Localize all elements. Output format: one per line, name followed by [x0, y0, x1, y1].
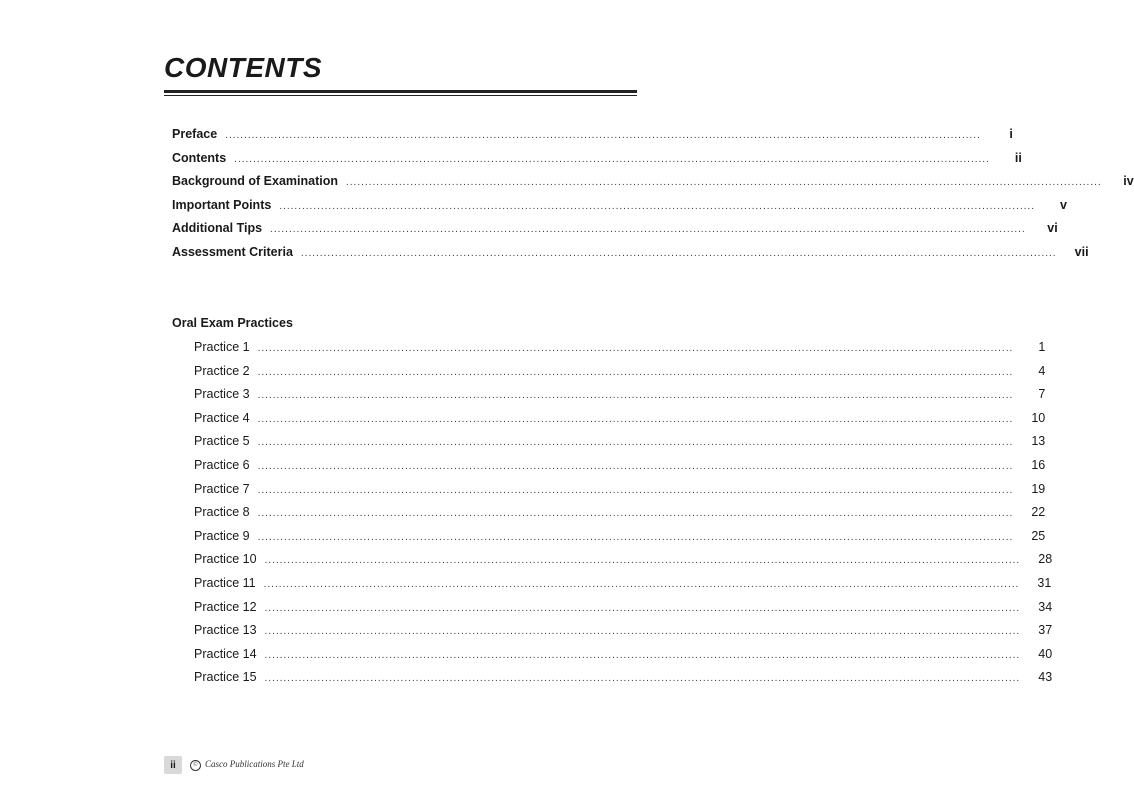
toc-entry[interactable] [172, 219, 1058, 237]
toc-entry-page: vi [1047, 221, 1058, 236]
toc-entry-label: Practice 9 [194, 528, 250, 543]
title-rule-thick [164, 90, 637, 93]
toc-dot-leader: ........................................................................................................................................................................................................ [234, 153, 990, 165]
toc-entry[interactable] [194, 645, 1053, 663]
toc-entry-page: v [1060, 197, 1067, 212]
toc-entry-page: 10 [1031, 410, 1046, 425]
toc-entry-page: 19 [1031, 481, 1046, 496]
toc-entry[interactable] [172, 243, 1089, 261]
toc-dot-leader: ........................................................................................................................................................................................................ [257, 508, 1014, 520]
toc-entry-page: 34 [1038, 599, 1053, 614]
toc-entry-page: 31 [1037, 576, 1052, 590]
toc-dot-leader: ........................................................................................................................................................................................................ [300, 248, 1057, 259]
toc-entry-label: Practice 12 [194, 599, 257, 614]
toc-dot-leader: ........................................................................................................................................................................................................ [257, 413, 1014, 425]
toc-entry[interactable] [194, 598, 1053, 616]
toc-dot-leader: ........................................................................................................................................................................................................ [264, 602, 1021, 614]
toc-entry[interactable] [194, 480, 1046, 498]
toc-entry-label: Practice 8 [194, 505, 250, 520]
toc-entry-label: Practice 6 [194, 458, 250, 472]
toc-entry-page: 4 [1038, 363, 1046, 378]
toc-entry-label: Practice 13 [194, 623, 257, 638]
toc-entry-page: 22 [1031, 505, 1046, 520]
toc-dot-leader: ........................................................................................................................................................................................................ [264, 555, 1021, 567]
title-rule-thin [164, 95, 637, 96]
toc-entry-label: Practice 2 [194, 363, 250, 378]
toc-entry[interactable] [194, 503, 1046, 521]
toc-entry-page: 16 [1031, 458, 1046, 472]
section-heading: Oral Exam Practices [172, 316, 293, 330]
toc-entry-label: Contents [172, 150, 227, 165]
toc-entry-label: Background of Examination [172, 174, 338, 189]
copyright-icon: © [190, 760, 201, 771]
toc-entry-page: 13 [1031, 434, 1046, 449]
toc-entry-label: Practice 1 [194, 340, 250, 354]
toc-entry-page: 28 [1038, 552, 1053, 567]
toc-entry-label: Practice 3 [194, 387, 250, 402]
toc-entry[interactable] [194, 362, 1046, 380]
toc-entry-page: 7 [1038, 387, 1046, 402]
toc-entry[interactable] [172, 149, 1022, 167]
toc-entry[interactable] [194, 527, 1046, 545]
toc-entry[interactable] [194, 550, 1053, 568]
toc-entry-page: 40 [1038, 646, 1053, 661]
toc-dot-leader: ........................................................................................................................................................................................................ [225, 130, 981, 141]
footer-publisher: Casco Publications Pte Ltd [205, 759, 304, 770]
toc-dot-leader: ........................................................................................................................................................................................................ [263, 579, 1020, 590]
toc-entry[interactable] [194, 385, 1046, 403]
footer-copyright [190, 759, 304, 770]
toc-entry-label: Practice 14 [194, 646, 257, 661]
toc-entry-label: Preface [172, 127, 218, 141]
footer-page-number: ii [164, 756, 182, 774]
page-title: CONTENTS [164, 52, 322, 83]
toc-entry-label: Practice 4 [194, 410, 250, 425]
toc-entry[interactable] [172, 196, 1067, 214]
toc-entry[interactable] [194, 574, 1052, 592]
toc-entry[interactable] [194, 409, 1046, 427]
toc-dot-leader: ........................................................................................................................................................................................................ [264, 673, 1021, 685]
toc-entry-page: 43 [1038, 670, 1053, 685]
page-footer [164, 755, 304, 775]
toc-entry-label: Practice 11 [194, 576, 256, 590]
toc-dot-leader: ........................................................................................................................................................................................................ [257, 343, 1014, 354]
toc-dot-leader: ........................................................................................................................................................................................................ [257, 531, 1014, 543]
toc-entry-page: ii [1014, 150, 1022, 165]
toc-entry-page: i [1009, 127, 1013, 141]
toc-entry-label: Practice 15 [194, 670, 257, 685]
toc-entry[interactable] [172, 172, 1134, 190]
toc-entry-page: vii [1074, 245, 1089, 259]
toc-dot-leader: ........................................................................................................................................................................................................ [257, 366, 1014, 378]
toc-entry[interactable] [194, 338, 1046, 356]
toc-entry-page: 1 [1038, 340, 1046, 354]
toc-entry-label: Important Points [172, 197, 272, 212]
toc-entry-label: Additional Tips [172, 221, 263, 236]
toc-entry-label: Practice 5 [194, 434, 250, 449]
toc-entry-page: 25 [1031, 528, 1046, 543]
toc-entry[interactable] [194, 668, 1053, 686]
toc-entry[interactable] [194, 456, 1046, 474]
toc-entry-page: iv [1123, 174, 1134, 189]
toc-dot-leader: ........................................................................................................................................................................................................ [270, 224, 1026, 236]
toc-entry-label: Practice 10 [194, 552, 257, 567]
toc-entry-label: Practice 7 [194, 481, 250, 496]
toc-entry[interactable] [194, 432, 1046, 450]
toc-entry[interactable] [194, 621, 1053, 639]
toc-dot-leader: ........................................................................................................................................................................................................ [264, 649, 1021, 661]
toc-entry[interactable] [172, 125, 1013, 143]
toc-dot-leader: ........................................................................................................................................................................................................ [257, 484, 1014, 496]
toc-dot-leader: ........................................................................................................................................................................................................ [257, 461, 1014, 472]
toc-dot-leader: ........................................................................................................................................................................................................ [279, 200, 1035, 212]
toc-dot-leader: ........................................................................................................................................................................................................ [346, 177, 1102, 189]
toc-dot-leader: ........................................................................................................................................................................................................ [257, 437, 1014, 449]
toc-entry-page: 37 [1038, 623, 1053, 638]
toc-dot-leader: ........................................................................................................................................................................................................ [257, 390, 1014, 402]
toc-entry-label: Assessment Criteria [172, 245, 293, 259]
toc-dot-leader: ........................................................................................................................................................................................................ [264, 626, 1021, 638]
